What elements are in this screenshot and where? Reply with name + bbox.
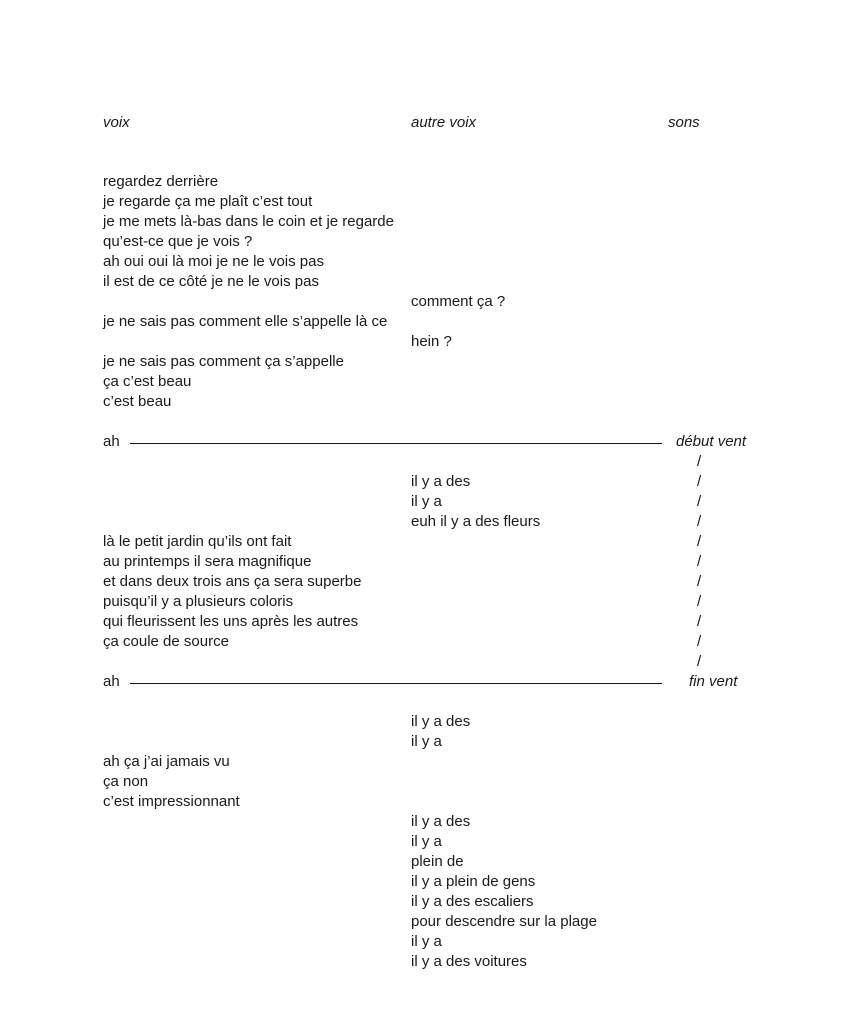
autre-voix-line: hein ?	[411, 333, 452, 350]
voix-line: ça non	[103, 773, 149, 790]
voix-line: qui fleurissent les uns après les autres	[103, 613, 359, 630]
voix-line: au printemps il sera magnifique	[103, 553, 312, 570]
voix-line: ah ça j’ai jamais vu	[103, 753, 230, 770]
autre-voix-line: il y a	[411, 733, 442, 750]
voix-line: je ne sais pas comment ça s’appelle	[103, 353, 344, 370]
autre-voix-line: il y a	[411, 493, 442, 510]
voix-line: je me mets là-bas dans le coin et je regarde	[103, 213, 394, 230]
autre-voix-line: il y a	[411, 933, 442, 950]
slash-mark: /	[697, 653, 702, 670]
slash-mark: /	[697, 573, 702, 590]
autre-voix-line: il y a plein de gens	[411, 873, 536, 890]
sound-cue-label: fin vent	[689, 673, 738, 690]
voix-line: c’est impressionnant	[103, 793, 240, 810]
autre-voix-line: pour descendre sur la plage	[411, 913, 597, 930]
voix-line: c’est beau	[103, 393, 172, 410]
voix-line: ah	[103, 673, 120, 690]
slash-mark: /	[697, 453, 702, 470]
autre-voix-line: comment ça ?	[411, 293, 506, 310]
autre-voix-line: il y a des escaliers	[411, 893, 534, 910]
voix-line: ça coule de source	[103, 633, 229, 650]
slash-mark: /	[697, 613, 702, 630]
sound-start-rule	[130, 443, 662, 444]
voix-line: là le petit jardin qu’ils ont fait	[103, 533, 292, 550]
voix-line: qu’est-ce que je vois ?	[103, 233, 253, 250]
slash-mark: /	[697, 493, 702, 510]
slash-mark: /	[697, 633, 702, 650]
slash-mark: /	[697, 513, 702, 530]
voix-line: puisqu’il y a plusieurs coloris	[103, 593, 294, 610]
voix-line: il est de ce côté je ne le vois pas	[103, 273, 319, 290]
voix-line: ça c’est beau	[103, 373, 192, 390]
header-autre-voix: autre voix	[411, 114, 477, 131]
autre-voix-line: il y a des voitures	[411, 953, 527, 970]
autre-voix-line: il y a des	[411, 813, 471, 830]
sound-end-rule	[130, 683, 662, 684]
autre-voix-line: euh il y a des fleurs	[411, 513, 541, 530]
slash-mark: /	[697, 553, 702, 570]
voix-line: ah oui oui là moi je ne le vois pas	[103, 253, 324, 270]
slash-mark: /	[697, 473, 702, 490]
voix-line: ah	[103, 433, 120, 450]
header-voix: voix	[103, 114, 130, 131]
slash-mark: /	[697, 593, 702, 610]
voix-line: et dans deux trois ans ça sera superbe	[103, 573, 362, 590]
voix-line: regardez derrière	[103, 173, 219, 190]
header-sons: sons	[668, 114, 700, 131]
autre-voix-line: il y a	[411, 833, 442, 850]
voix-line: je regarde ça me plaît c’est tout	[103, 193, 313, 210]
autre-voix-line: plein de	[411, 853, 464, 870]
voix-line: je ne sais pas comment elle s’appelle là ce	[103, 313, 388, 330]
autre-voix-line: il y a des	[411, 713, 471, 730]
slash-mark: /	[697, 533, 702, 550]
sound-cue-label: début vent	[676, 433, 747, 450]
autre-voix-line: il y a des	[411, 473, 471, 490]
